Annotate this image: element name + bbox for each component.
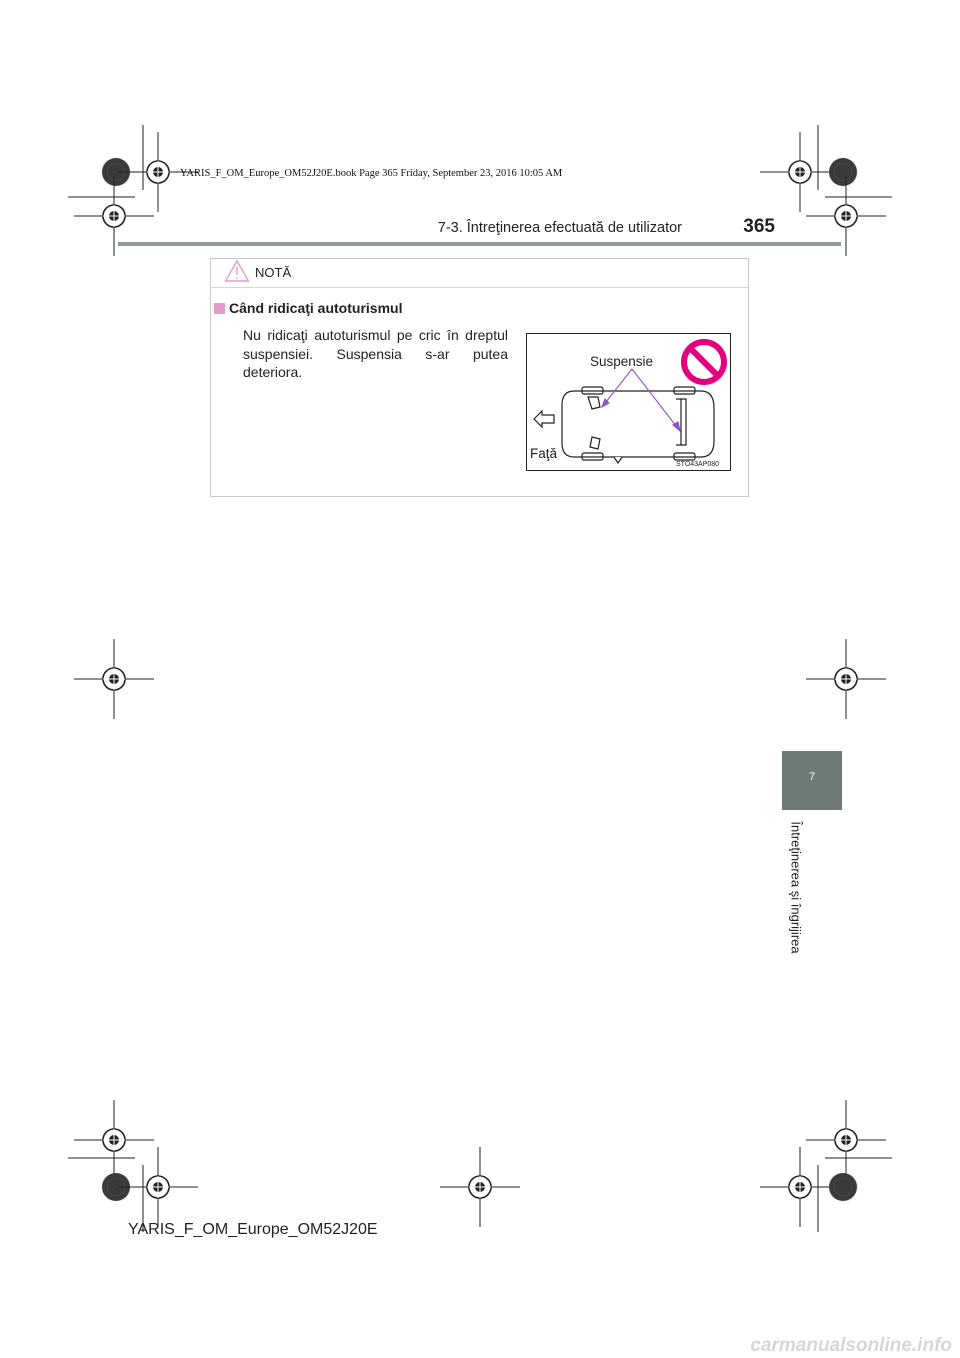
warning-triangle-icon (224, 259, 250, 283)
note-header-divider (211, 287, 748, 288)
crop-target (806, 639, 886, 719)
crop-target (74, 1100, 154, 1180)
figure-code: STO43AP080 (676, 461, 720, 468)
section-title: 7-3. Întreţinerea efectuată de utilizator (437, 220, 682, 236)
page-number: 365 (743, 216, 775, 237)
subheading: Când ridicaţi autoturismul (229, 300, 403, 316)
chapter-number: 7 (808, 771, 816, 783)
watermark-logo (0, 1332, 960, 1358)
footer-model-code: YARIS_F_OM_Europe_OM52J20E (128, 1221, 378, 1238)
note-title: NOTĂ (255, 265, 292, 280)
book-info: YARIS_F_OM_Europe_OM52J20E.book Page 365 Friday, September 23, 2016 10:05 AM (180, 168, 563, 179)
suspension-label: Suspensie (590, 354, 654, 369)
crop-target (760, 132, 840, 212)
crop-target (760, 1147, 840, 1227)
crop-rosette (829, 1173, 857, 1201)
chapter-label: Întreţinerea şi îngrijirea (788, 821, 804, 954)
crop-target (74, 639, 154, 719)
crop-target (440, 1147, 520, 1227)
suspension-figure (526, 333, 731, 471)
crop-target (118, 1147, 198, 1227)
front-label: Faţă (530, 446, 558, 461)
crop-rosette (829, 158, 857, 186)
note-body: Nu ridicaţi autoturismul pe cric în dreptul suspensiei. Suspensia s-ar putea deteriora. (243, 327, 508, 380)
header-rule (118, 242, 841, 246)
subheading-bullet (214, 303, 225, 314)
svg-text:carmanualsonline.info: carmanualsonline.info (750, 1335, 952, 1356)
